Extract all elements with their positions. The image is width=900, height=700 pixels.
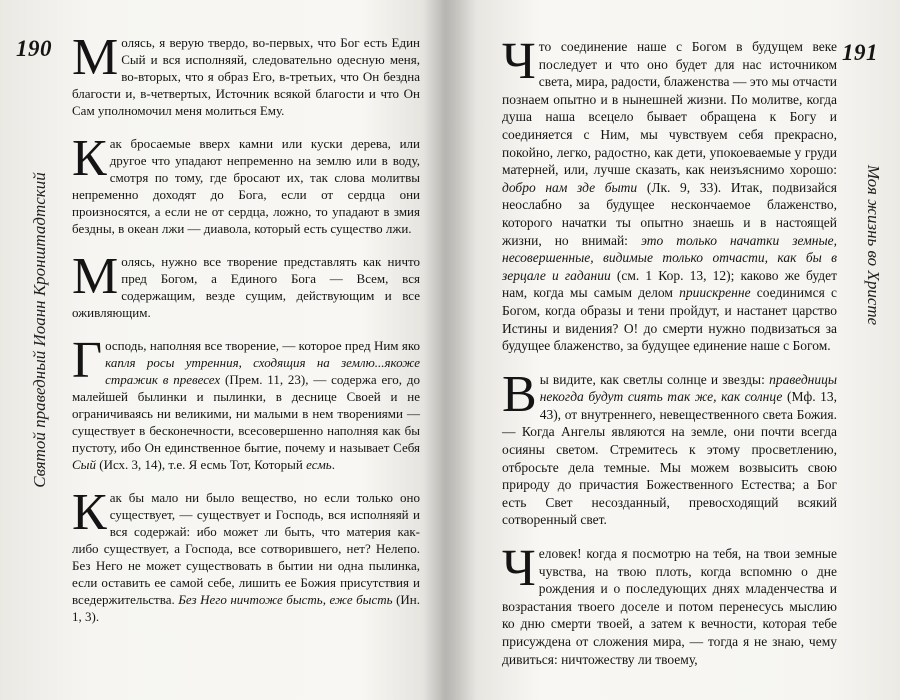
paragraph xyxy=(72,29,420,119)
text-segment: то соединение наше с Богом в будущем веке последует и что оно будет для нас источником света, мира, радости, блаженства — это мы отчасти познаем опытно и в нынешней жизни. По молитве, когда душа наша всецело бывает обращена к Богу и соединяется с Ним, мы чувствуем себя прекрасно, покойно, легко, радостно, как дети, упокоеваемые у груди матерней, или, лучше сказать, как неизъяснимо хорошо: xyxy=(502,39,837,178)
italic-quote: праведницы некогда будут сиять так же, как солнце xyxy=(539,371,837,405)
text-segment: олясь, я верую твердо, во-первых, что Бог есть Един Сый и вся исполняяй, следовательно одесную меня, во-вторых, что я образ Его, в-третьих, что Он бездна благости и, в-четвертых, Источник всякой благости и что Он Сам уполномочил меня молиться Ему. xyxy=(72,35,420,118)
text-segment: (Мф. 13, 43), от внутреннего, невещественного света Божия. — Когда Ангелы являются на земле, они почти всегда осияны светом. Стремитесь к этому просветлению, отбросьте дела темные. Мы можем возвысить свою природу до причастия Божественного Естества; а Бог есть Свет несозданный, превосходящий всякий сотворенный свет. xyxy=(502,389,838,528)
text-segment: ак бы мало ни было вещество, но если только оно существует, — существует и Господь, вся исполняяй и вся содержай: ибо может ли быть, что материя как-либо существует, а Господа, все сотворившего, нет? Нелепо. Без Него не может существовать в бытии ни одна пылинка, если оставить ее самой себе, лишить ее Божия присутствия и вседержительства. xyxy=(72,490,420,607)
text-segment: . xyxy=(331,457,335,472)
italic-quote: добро нам зде быти xyxy=(502,179,638,195)
drop-cap: М xyxy=(72,29,119,86)
running-head: Моя жизнь во Христе xyxy=(864,164,883,326)
drop-cap: В xyxy=(502,365,537,423)
paragraph xyxy=(502,365,838,529)
paragraph xyxy=(502,540,837,668)
paragraph xyxy=(502,33,838,355)
drop-cap: М xyxy=(72,248,119,305)
paragraph xyxy=(72,248,420,321)
text-segment: еловек! когда я посмотрю на тебя, на твои земные чувства, на твою плоть, когда вспомню о дне рождения и о последующих днях младенчества и возрастания твоего доселе и потом перенесусь мыслию ко дню смерти твоей, а затем к вечности, которая тебе присуждена от сложения мира, — тогда я не знаю, чему дивиться: ничтожеству ли твоему, xyxy=(502,546,837,667)
paragraph xyxy=(72,484,420,625)
right-page xyxy=(450,0,900,700)
text-segment: (Лк. 9, 33). Итак, подвизайся неослабно за будущее нескончаемое блаженство, которого начатки ты опытно знаешь и в настоящей жизни, но внимай: xyxy=(502,179,838,248)
paragraph xyxy=(72,130,420,237)
drop-cap: К xyxy=(72,130,107,187)
text-segment: (см. 1 Кор. 13, 12); каково же будет нам, когда мы самым делом xyxy=(502,267,837,301)
text-segment: осподь, наполняя все творение, — которое пред Ним яко xyxy=(105,338,420,353)
page-number: 190 xyxy=(16,36,52,61)
text-segment: соединимся с Богом, когда образы и тени пройдут, и настанет царство Истины и видения? О! до смерти нужно подвизаться за будущее блаженство, за будущее единение наше с Богом. xyxy=(502,285,837,354)
text-segment: (Исх. 3, 14), т.е. Я есмь Тот, Который xyxy=(95,457,307,472)
italic-quote: это только начатки земные, несовершенные, видимые только отчасти, как бы в зерцале и гадании xyxy=(502,232,837,283)
text-segment: (Прем. 11, 23), — содержа его, до малейшей былинки и пылинки, в деснице Своей и не ограничиваясь ни великими, ни малыми в нем творениями — существует в бесконечности, всесовершенно наполняя как бы пустоту, ибо Он единственное бытие, почему и называет Себя xyxy=(72,372,420,455)
italic-quote: Сый xyxy=(72,457,96,472)
text-segment: ы видите, как светлы солнце и звезды: xyxy=(539,371,770,387)
text-segment: ак бросаемые вверх камни или куски дерева, или другое что упадают непременно на землю или в воду, смотря по тому, где бросают их, так слова молитвы непременно доходят до Бога, если от сердца они произносятся, а если не от сердца, ложно, то упадают в змия бездны, в океан лжи — диавола, который есть существо лжи. xyxy=(72,136,420,236)
italic-quote: капля росы утренния, сходящия на землю...якоже стражик в превесех xyxy=(105,355,420,387)
text-column xyxy=(502,33,838,684)
drop-cap: Ч xyxy=(502,540,536,598)
italic-quote: Без Него ничтоже бысть, еже бысть xyxy=(178,592,393,607)
text-column xyxy=(72,29,420,641)
page-number: 191 xyxy=(842,40,878,65)
italic-quote: приискренне xyxy=(679,285,751,301)
drop-cap: К xyxy=(72,484,107,541)
text-segment: (Ин. 1, 3). xyxy=(72,592,420,624)
drop-cap: Г xyxy=(72,332,103,389)
drop-cap: Ч xyxy=(502,33,536,90)
paragraph xyxy=(72,332,420,473)
text-segment: олясь, нужно все творение представлять как ничто пред Богом, а Единого Бога — Всем, вся содержащим, везде сущим, действующим и все оживляющим. xyxy=(72,254,420,320)
running-head: Святой праведный Иоанн Кронштадтский xyxy=(30,172,49,488)
italic-quote: есмь xyxy=(306,457,332,472)
